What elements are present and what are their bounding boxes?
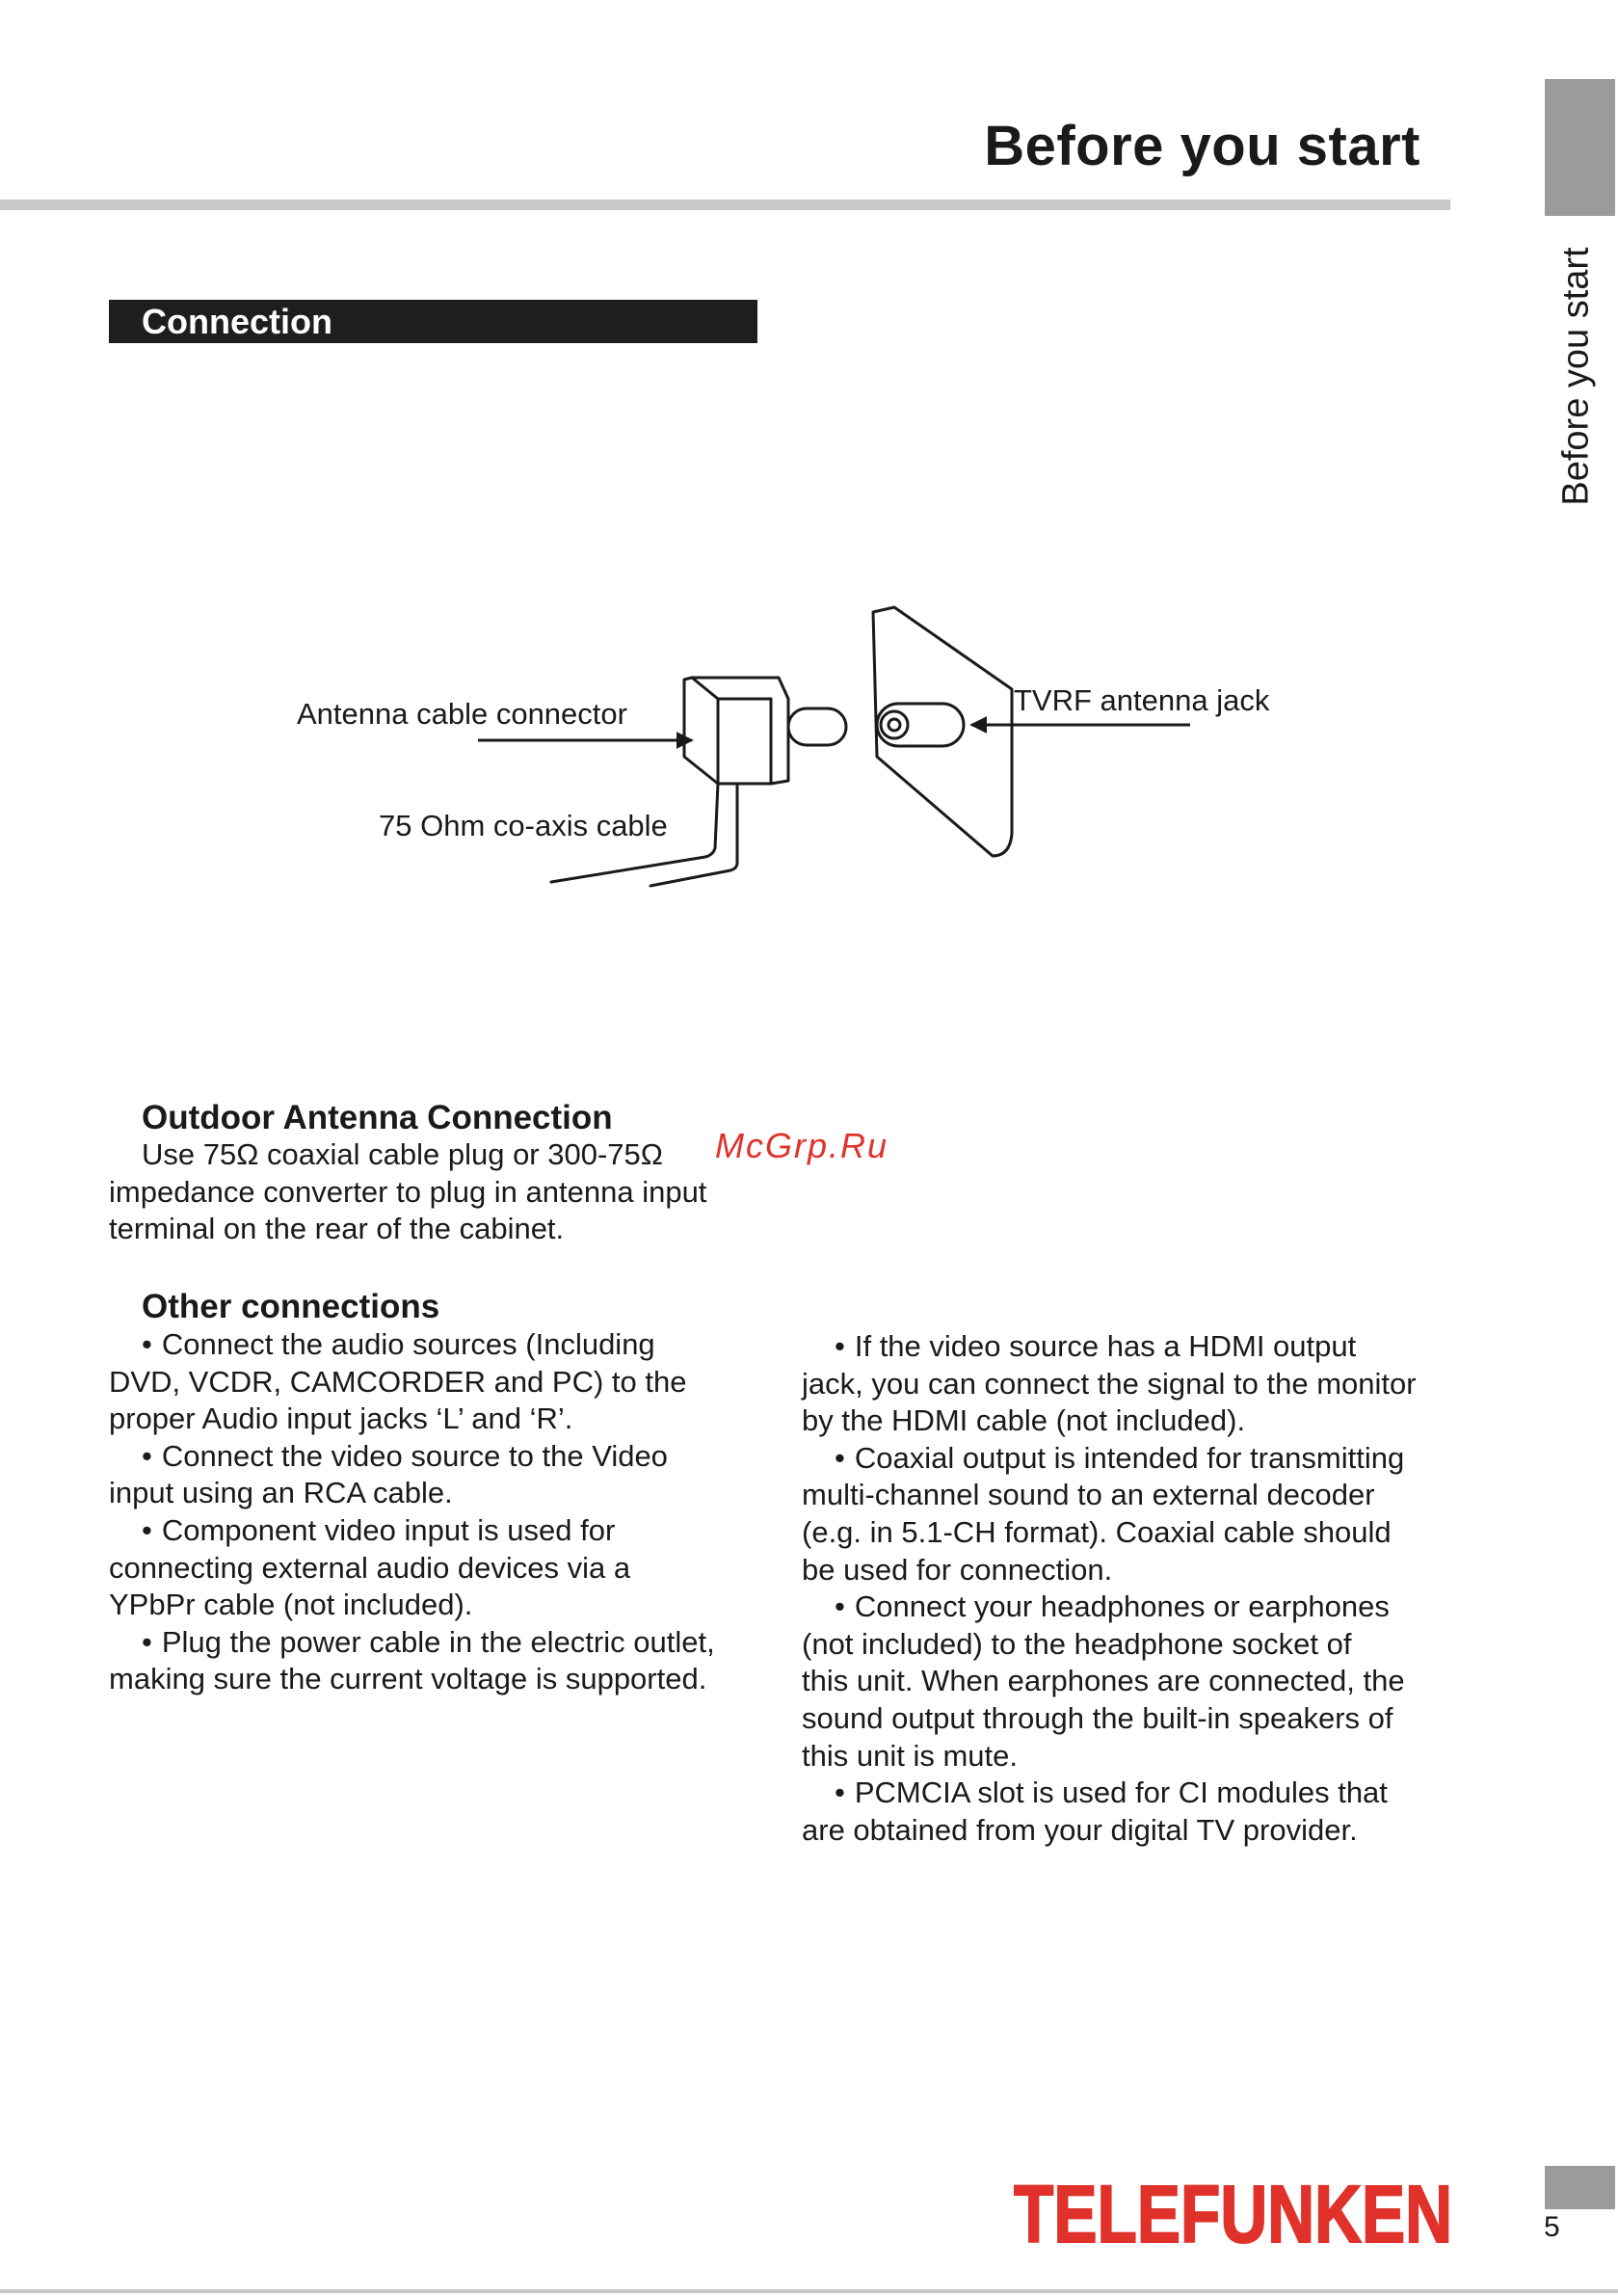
section-bar-connection [109,300,757,343]
list-item: • If the video source has a HDMI output [802,1328,1457,1366]
label-antenna-connector: Antenna cable connector [297,697,627,731]
other-connections-left-column [109,1326,764,1698]
connector-facet-2 [718,699,771,784]
list-item-cont: sound output through the built-in speakers of [802,1700,1393,1735]
list-item-cont: (not included) to the headphone socket of [802,1626,1352,1661]
side-tab-marker [1545,79,1615,216]
list-item-cont: multi-channel sound to an external decoder [802,1478,1375,1512]
list-item-cont: (e.g. in 5.1-CH format). Coaxial cable should [802,1514,1392,1549]
list-item-cont: this unit. When earphones are connected, the [802,1664,1405,1698]
antenna-diagram-svg [289,602,1311,892]
connector-pin [788,708,846,745]
list-item-cont: connecting external audio devices via a [109,1550,631,1585]
list-item: • PCMCIA slot is used for CI modules that [802,1775,1457,1812]
antenna-connection-diagram [289,602,1311,892]
list-item: • Coaxial output is intended for transmitting [802,1440,1457,1478]
telefunken-logo [1014,2178,1457,2260]
page-number-tab [1545,2166,1615,2209]
list-item-cont: making sure the current voltage is supported. [109,1662,707,1696]
list-item-cont: this unit is mute. [802,1738,1018,1773]
outdoor-antenna-paragraph [109,1136,764,1248]
outdoor-line: impedance converter to plug in antenna input [109,1174,707,1209]
list-item: • Component video input is used for [109,1512,764,1550]
outdoor-line: Use 75Ω coaxial cable plug or 300-75Ω [142,1137,663,1171]
page-title: Before you start [984,115,1420,177]
list-item-cont: DVD, VCDR, CAMCORDER and PC) to the [109,1364,687,1399]
list-item-cont: be used for connection. [802,1552,1113,1587]
side-tab-label [1544,236,1609,516]
list-item: • Connect the video source to the Video [109,1438,764,1476]
list-item-cont: by the HDMI cable (not included). [802,1403,1246,1438]
watermark-text: McGrp.Ru [715,1126,889,1165]
list-item-cont: jack, you can connect the signal to the monitor [802,1366,1417,1401]
label-coax-cable: 75 Ohm co-axis cable [379,809,668,842]
jack-center [889,719,900,731]
connector-body [684,678,788,784]
section-title: Connection [142,302,332,341]
brand-wordmark: TELEFUNKEN [1014,2178,1452,2256]
outdoor-line: terminal on the rear of the cabinet. [109,1212,565,1246]
list-item: • Connect your headphones or earphones [802,1589,1457,1626]
other-connections-right-column [802,1328,1457,1849]
list-item-cont: proper Audio input jacks ‘L’ and ‘R’. [109,1402,573,1436]
side-tab-text: Before you start [1555,246,1597,506]
header-divider [0,200,1450,210]
page-number: 5 [1544,2211,1560,2243]
list-item-cont: input using an RCA cable. [109,1476,453,1510]
brand-logo-svg [1014,2178,1457,2256]
heading-other-connections: Other connections [142,1288,440,1325]
label-tvrf-jack: TVRF antenna jack [1014,683,1270,717]
list-item-cont: are obtained from your digital TV provider. [802,1812,1358,1847]
list-item: • Plug the power cable in the electric outlet, [109,1624,764,1662]
jack-ring [881,711,908,738]
heading-outdoor-antenna: Outdoor Antenna Connection [142,1099,613,1136]
list-item: • Connect the audio sources (Including [109,1326,764,1364]
list-item-cont: YPbPr cable (not included). [109,1588,473,1622]
footer-divider [0,2289,1618,2293]
